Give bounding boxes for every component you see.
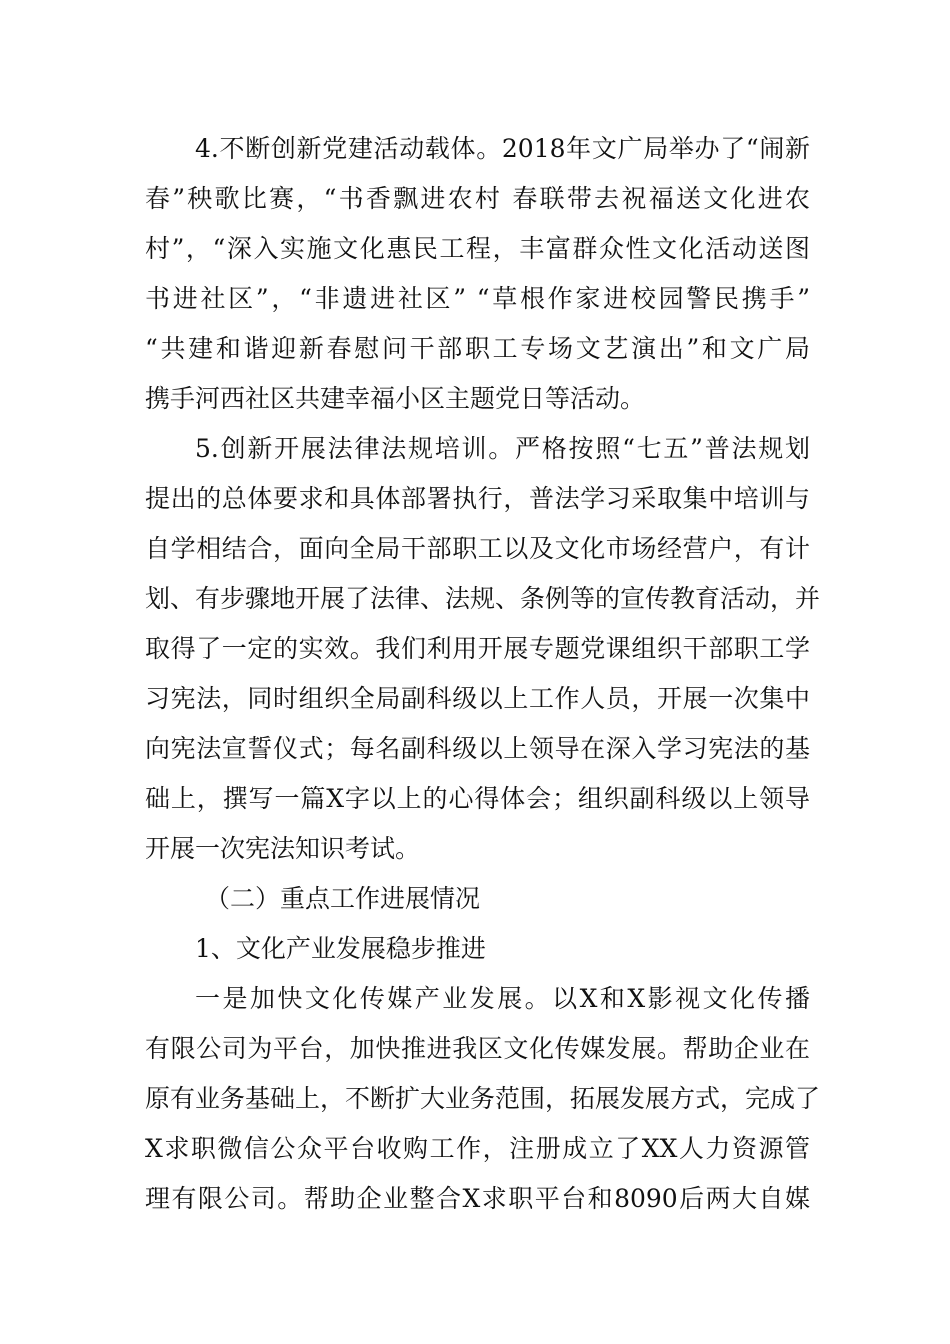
paragraph-4-line-3: 村”，“深入实施文化惠民工程，丰富群众性文化活动送图 bbox=[145, 234, 810, 263]
paragraph-5-line-6: 习宪法，同时组织全局副科级以上工作人员，开展一次集中 bbox=[145, 684, 810, 713]
paragraph-4-line-5: “共建和谐迎新春慰问干部职工专场文艺演出”和文广局 bbox=[145, 334, 810, 363]
paragraph-culture-line-4: X求职微信公众平台收购工作，注册成立了XX人力资源管 bbox=[145, 1134, 810, 1163]
paragraph-culture-line-1: 一是加快文化传媒产业发展。以X和X影视文化传播 bbox=[195, 984, 810, 1013]
paragraph-5-line-7: 向宪法宣誓仪式；每名副科级以上领导在深入学习宪法的基 bbox=[145, 734, 810, 763]
paragraph-5-line-8: 础上，撰写一篇X字以上的心得体会；组织副科级以上领导 bbox=[145, 784, 810, 813]
paragraph-culture-line-5: 理有限公司。帮助企业整合X求职平台和8090后两大自媒 bbox=[145, 1184, 810, 1213]
paragraph-4-line-6: 携手河西社区共建幸福小区主题党日等活动。 bbox=[145, 384, 646, 413]
paragraph-5-line-1: 5.创新开展法律法规培训。严格按照“七五”普法规划 bbox=[195, 434, 810, 463]
paragraph-4-line-4: 书进社区”，“非遗进社区” “草根作家进校园警民携手” bbox=[145, 284, 810, 313]
subsection-heading: 1、文化产业发展稳步推进 bbox=[195, 934, 486, 963]
paragraph-5-line-9: 开展一次宪法知识考试。 bbox=[145, 834, 421, 863]
paragraph-5-line-3: 自学相结合，面向全局干部职工以及文化市场经营户，有计 bbox=[145, 534, 810, 563]
paragraph-culture-line-2: 有限公司为平台，加快推进我区文化传媒发展。帮助企业在 bbox=[145, 1034, 810, 1063]
paragraph-4-line-2: 春”秧歌比赛，“书香飘进农村 春联带去祝福送文化进农 bbox=[145, 184, 810, 213]
paragraph-culture-line-3: 原有业务基础上，不断扩大业务范围，拓展发展方式，完成了 bbox=[145, 1084, 821, 1113]
paragraph-5-line-2: 提出的总体要求和具体部署执行，普法学习采取集中培训与 bbox=[145, 484, 810, 513]
paragraph-5-line-4: 划、有步骤地开展了法律、法规、条例等的宣传教育活动，并 bbox=[145, 584, 821, 613]
paragraph-5-line-5: 取得了一定的实效。我们利用开展专题党课组织干部职工学 bbox=[145, 634, 810, 663]
section-heading: （二）重点工作进展情况 bbox=[205, 884, 481, 913]
paragraph-4-line-1: 4.不断创新党建活动载体。2018年文广局举办了“闹新 bbox=[195, 134, 810, 163]
